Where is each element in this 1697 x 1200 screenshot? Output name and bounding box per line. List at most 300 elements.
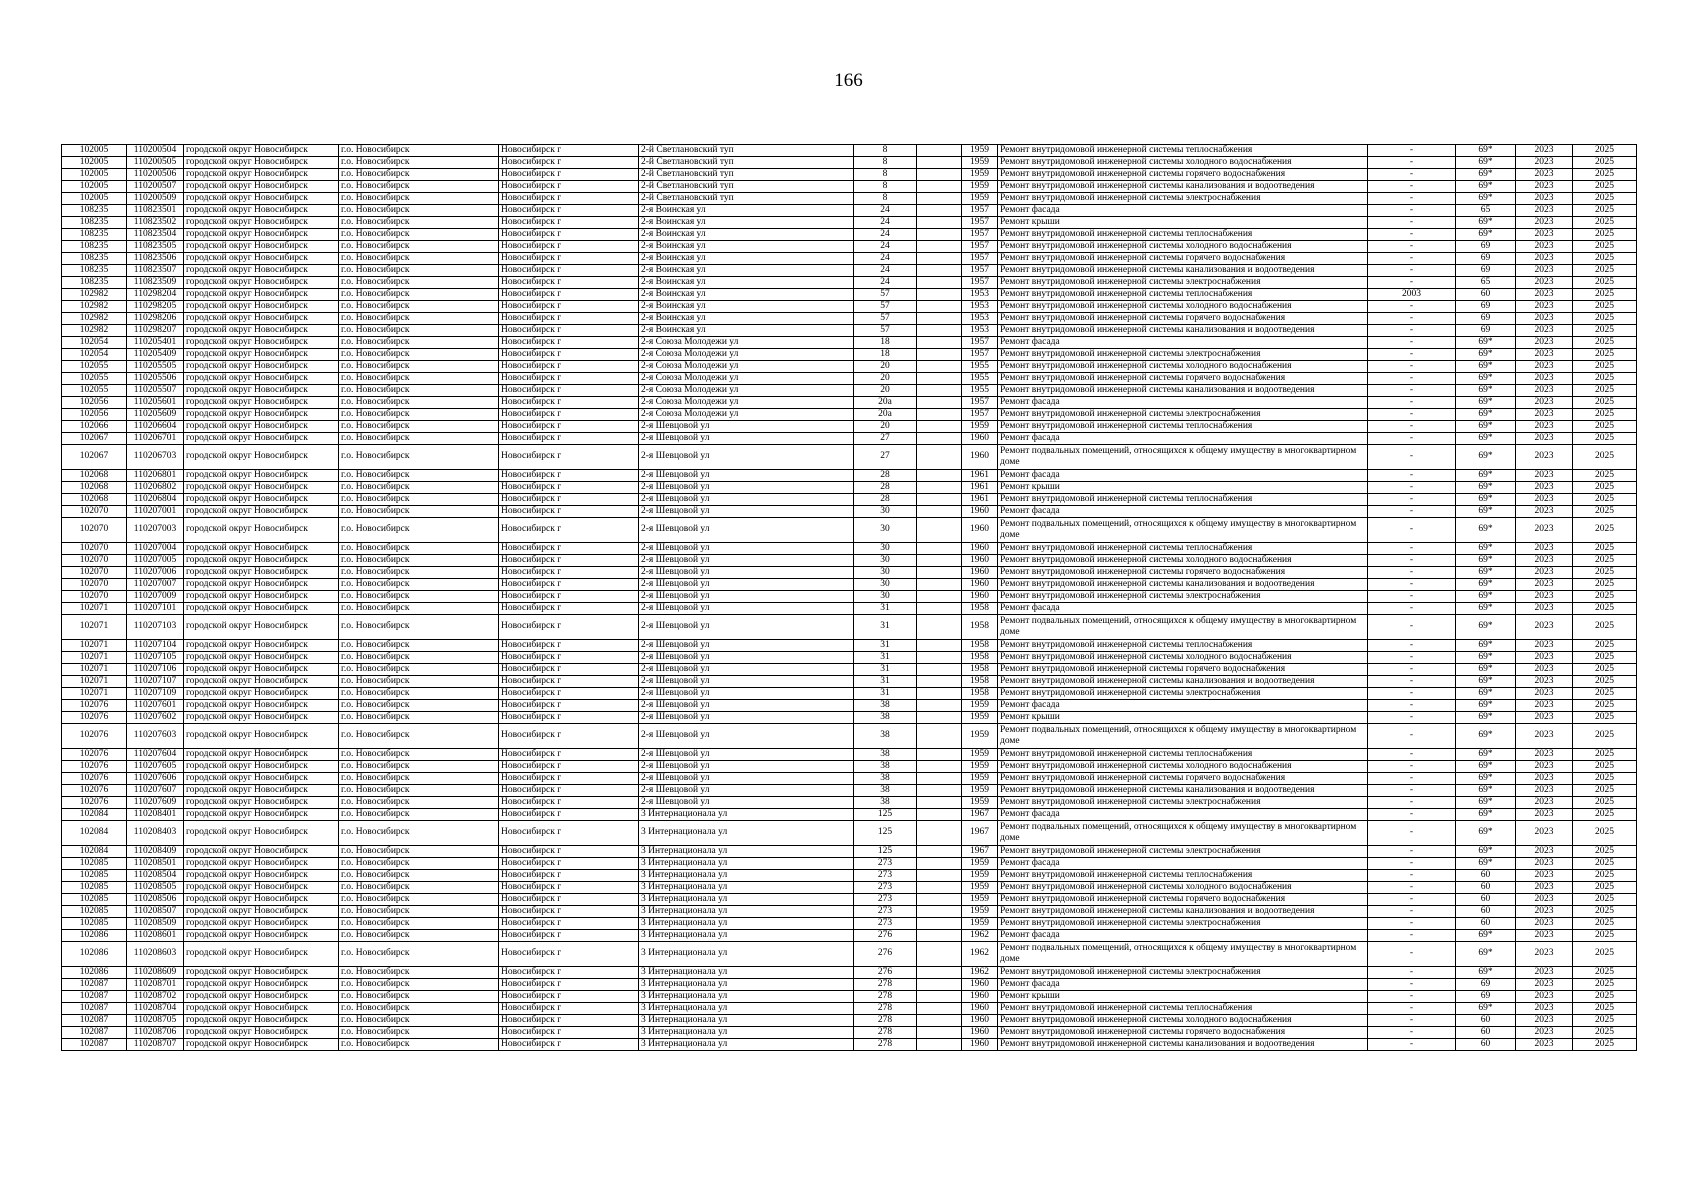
table-row bbox=[62, 979, 1637, 991]
wear-percent-cell: 69* bbox=[1456, 157, 1516, 169]
work-code-cell: 110205601 bbox=[127, 397, 184, 409]
last-repair-year-cell: - bbox=[1368, 991, 1456, 1003]
municipality-cell: г.о. Новосибирск bbox=[339, 942, 499, 967]
build-year-cell: 1959 bbox=[962, 712, 998, 724]
municipality-cell: г.о. Новосибирск bbox=[339, 157, 499, 169]
municipality-cell: г.о. Новосибирск bbox=[339, 664, 499, 676]
locality-cell: Новосибирск г bbox=[499, 518, 639, 543]
table-row bbox=[62, 397, 1637, 409]
municipality-cell: г.о. Новосибирск bbox=[339, 506, 499, 518]
house-number-cell: 31 bbox=[854, 615, 917, 640]
municipality-cell: г.о. Новосибирск bbox=[339, 894, 499, 906]
wear-percent-cell: 69* bbox=[1456, 337, 1516, 349]
building-cell bbox=[917, 373, 962, 385]
house-number-cell: 276 bbox=[854, 942, 917, 967]
street-cell: 2-я Воинская ул bbox=[639, 313, 854, 325]
municipality-cell: г.о. Новосибирск bbox=[339, 265, 499, 277]
house-number-cell: 273 bbox=[854, 918, 917, 930]
plan-end-cell: 2025 bbox=[1573, 942, 1637, 967]
last-repair-year-cell: - bbox=[1368, 906, 1456, 918]
locality-cell: Новосибирск г bbox=[499, 325, 639, 337]
plan-end-cell: 2025 bbox=[1573, 858, 1637, 870]
work-code-cell: 110823507 bbox=[127, 265, 184, 277]
table-row bbox=[62, 555, 1637, 567]
street-cell: 3 Интернационала ул bbox=[639, 1027, 854, 1039]
municipal-district-cell: городской округ Новосибирск bbox=[184, 724, 339, 749]
house-number-cell: 24 bbox=[854, 217, 917, 229]
house-id-cell: 102067 bbox=[62, 445, 127, 470]
work-type-cell: Ремонт крыши bbox=[998, 712, 1368, 724]
municipal-district-cell: городской округ Новосибирск bbox=[184, 967, 339, 979]
build-year-cell: 1960 bbox=[962, 1015, 998, 1027]
table-row bbox=[62, 181, 1637, 193]
plan-start-cell: 2023 bbox=[1516, 373, 1573, 385]
work-type-cell: Ремонт крыши bbox=[998, 991, 1368, 1003]
plan-start-cell: 2023 bbox=[1516, 761, 1573, 773]
wear-percent-cell: 69* bbox=[1456, 506, 1516, 518]
house-number-cell: 8 bbox=[854, 157, 917, 169]
house-id-cell: 108235 bbox=[62, 253, 127, 265]
municipal-district-cell: городской округ Новосибирск bbox=[184, 205, 339, 217]
last-repair-year-cell: - bbox=[1368, 397, 1456, 409]
house-number-cell: 31 bbox=[854, 664, 917, 676]
house-id-cell: 102076 bbox=[62, 700, 127, 712]
building-cell bbox=[917, 567, 962, 579]
building-cell bbox=[917, 809, 962, 821]
work-type-cell: Ремонт внутридомовой инженерной системы электроснабжения bbox=[998, 409, 1368, 421]
house-number-cell: 38 bbox=[854, 724, 917, 749]
build-year-cell: 1962 bbox=[962, 930, 998, 942]
locality-cell: Новосибирск г bbox=[499, 603, 639, 615]
last-repair-year-cell: - bbox=[1368, 193, 1456, 205]
building-cell bbox=[917, 603, 962, 615]
wear-percent-cell: 65 bbox=[1456, 277, 1516, 289]
build-year-cell: 1959 bbox=[962, 882, 998, 894]
last-repair-year-cell: - bbox=[1368, 217, 1456, 229]
table-row bbox=[62, 253, 1637, 265]
last-repair-year-cell: - bbox=[1368, 445, 1456, 470]
wear-percent-cell: 69* bbox=[1456, 846, 1516, 858]
last-repair-year-cell: - bbox=[1368, 494, 1456, 506]
house-id-cell: 102068 bbox=[62, 482, 127, 494]
building-cell bbox=[917, 494, 962, 506]
house-number-cell: 273 bbox=[854, 870, 917, 882]
locality-cell: Новосибирск г bbox=[499, 882, 639, 894]
street-cell: 2-я Шевцовой ул bbox=[639, 603, 854, 615]
municipal-district-cell: городской округ Новосибирск bbox=[184, 1027, 339, 1039]
locality-cell: Новосибирск г bbox=[499, 313, 639, 325]
house-id-cell: 102982 bbox=[62, 325, 127, 337]
work-type-cell: Ремонт внутридомовой инженерной системы теплоснабжения bbox=[998, 1003, 1368, 1015]
locality-cell: Новосибирск г bbox=[499, 688, 639, 700]
locality-cell: Новосибирск г bbox=[499, 615, 639, 640]
house-id-cell: 102056 bbox=[62, 397, 127, 409]
work-type-cell: Ремонт внутридомовой инженерной системы горячего водоснабжения bbox=[998, 373, 1368, 385]
plan-start-cell: 2023 bbox=[1516, 676, 1573, 688]
last-repair-year-cell: - bbox=[1368, 349, 1456, 361]
locality-cell: Новосибирск г bbox=[499, 773, 639, 785]
table-row bbox=[62, 313, 1637, 325]
wear-percent-cell: 69* bbox=[1456, 749, 1516, 761]
house-number-cell: 8 bbox=[854, 145, 917, 157]
work-type-cell: Ремонт фасада bbox=[998, 979, 1368, 991]
work-code-cell: 110205507 bbox=[127, 385, 184, 397]
table-row bbox=[62, 809, 1637, 821]
locality-cell: Новосибирск г bbox=[499, 385, 639, 397]
work-code-cell: 110207107 bbox=[127, 676, 184, 688]
street-cell: 2-я Союза Молодежи ул bbox=[639, 409, 854, 421]
building-cell bbox=[917, 640, 962, 652]
municipal-district-cell: городской округ Новосибирск bbox=[184, 506, 339, 518]
work-type-cell: Ремонт внутридомовой инженерной системы теплоснабжения bbox=[998, 870, 1368, 882]
house-id-cell: 102087 bbox=[62, 1015, 127, 1027]
table-row bbox=[62, 615, 1637, 640]
house-id-cell: 102076 bbox=[62, 773, 127, 785]
last-repair-year-cell: - bbox=[1368, 724, 1456, 749]
building-cell bbox=[917, 906, 962, 918]
wear-percent-cell: 69* bbox=[1456, 724, 1516, 749]
wear-percent-cell: 69* bbox=[1456, 217, 1516, 229]
work-code-cell: 110207001 bbox=[127, 506, 184, 518]
wear-percent-cell: 69* bbox=[1456, 169, 1516, 181]
municipality-cell: г.о. Новосибирск bbox=[339, 373, 499, 385]
build-year-cell: 1959 bbox=[962, 773, 998, 785]
last-repair-year-cell: - bbox=[1368, 846, 1456, 858]
wear-percent-cell: 69* bbox=[1456, 676, 1516, 688]
municipal-district-cell: городской округ Новосибирск bbox=[184, 157, 339, 169]
building-cell bbox=[917, 217, 962, 229]
plan-start-cell: 2023 bbox=[1516, 1015, 1573, 1027]
build-year-cell: 1960 bbox=[962, 543, 998, 555]
house-number-cell: 278 bbox=[854, 1003, 917, 1015]
wear-percent-cell: 69* bbox=[1456, 942, 1516, 967]
municipality-cell: г.о. Новосибирск bbox=[339, 906, 499, 918]
street-cell: 2-я Шевцовой ул bbox=[639, 470, 854, 482]
table-row bbox=[62, 494, 1637, 506]
build-year-cell: 1959 bbox=[962, 785, 998, 797]
locality-cell: Новосибирск г bbox=[499, 1039, 639, 1051]
work-type-cell: Ремонт внутридомовой инженерной системы канализования и водоотведения bbox=[998, 579, 1368, 591]
house-number-cell: 38 bbox=[854, 761, 917, 773]
municipal-district-cell: городской округ Новосибирск bbox=[184, 337, 339, 349]
municipality-cell: г.о. Новосибирск bbox=[339, 241, 499, 253]
build-year-cell: 1959 bbox=[962, 797, 998, 809]
last-repair-year-cell: - bbox=[1368, 157, 1456, 169]
work-code-cell: 110823505 bbox=[127, 241, 184, 253]
wear-percent-cell: 69* bbox=[1456, 518, 1516, 543]
table-row bbox=[62, 882, 1637, 894]
municipal-district-cell: городской округ Новосибирск bbox=[184, 712, 339, 724]
wear-percent-cell: 60 bbox=[1456, 870, 1516, 882]
wear-percent-cell: 69* bbox=[1456, 591, 1516, 603]
last-repair-year-cell: - bbox=[1368, 421, 1456, 433]
table-row bbox=[62, 543, 1637, 555]
house-number-cell: 278 bbox=[854, 1039, 917, 1051]
house-id-cell: 102087 bbox=[62, 1003, 127, 1015]
last-repair-year-cell: - bbox=[1368, 749, 1456, 761]
table-row bbox=[62, 821, 1637, 846]
plan-end-cell: 2025 bbox=[1573, 809, 1637, 821]
work-type-cell: Ремонт фасада bbox=[998, 205, 1368, 217]
work-type-cell: Ремонт фасада bbox=[998, 397, 1368, 409]
table-row bbox=[62, 930, 1637, 942]
plan-start-cell: 2023 bbox=[1516, 773, 1573, 785]
work-code-cell: 110298206 bbox=[127, 313, 184, 325]
street-cell: 2-я Шевцовой ул bbox=[639, 591, 854, 603]
work-type-cell: Ремонт внутридомовой инженерной системы электроснабжения bbox=[998, 193, 1368, 205]
plan-start-cell: 2023 bbox=[1516, 265, 1573, 277]
plan-end-cell: 2025 bbox=[1573, 1027, 1637, 1039]
plan-end-cell: 2025 bbox=[1573, 277, 1637, 289]
last-repair-year-cell: - bbox=[1368, 409, 1456, 421]
house-id-cell: 102005 bbox=[62, 193, 127, 205]
last-repair-year-cell: - bbox=[1368, 773, 1456, 785]
build-year-cell: 1960 bbox=[962, 979, 998, 991]
wear-percent-cell: 69* bbox=[1456, 967, 1516, 979]
plan-start-cell: 2023 bbox=[1516, 506, 1573, 518]
street-cell: 2-я Шевцовой ул bbox=[639, 652, 854, 664]
plan-end-cell: 2025 bbox=[1573, 361, 1637, 373]
house-id-cell: 102087 bbox=[62, 991, 127, 1003]
work-code-cell: 110298205 bbox=[127, 301, 184, 313]
last-repair-year-cell: - bbox=[1368, 277, 1456, 289]
work-code-cell: 110208505 bbox=[127, 882, 184, 894]
plan-start-cell: 2023 bbox=[1516, 397, 1573, 409]
locality-cell: Новосибирск г bbox=[499, 930, 639, 942]
building-cell bbox=[917, 421, 962, 433]
locality-cell: Новосибирск г bbox=[499, 470, 639, 482]
work-code-cell: 110208707 bbox=[127, 1039, 184, 1051]
table-row bbox=[62, 712, 1637, 724]
municipality-cell: г.о. Новосибирск bbox=[339, 169, 499, 181]
municipal-district-cell: городской округ Новосибирск bbox=[184, 773, 339, 785]
wear-percent-cell: 69* bbox=[1456, 397, 1516, 409]
plan-start-cell: 2023 bbox=[1516, 749, 1573, 761]
wear-percent-cell: 69* bbox=[1456, 1003, 1516, 1015]
wear-percent-cell: 69* bbox=[1456, 603, 1516, 615]
house-id-cell: 102085 bbox=[62, 882, 127, 894]
work-type-cell: Ремонт фасада bbox=[998, 700, 1368, 712]
table-row bbox=[62, 591, 1637, 603]
municipality-cell: г.о. Новосибирск bbox=[339, 1003, 499, 1015]
house-id-cell: 108235 bbox=[62, 205, 127, 217]
wear-percent-cell: 60 bbox=[1456, 918, 1516, 930]
house-id-cell: 102071 bbox=[62, 640, 127, 652]
house-number-cell: 20а bbox=[854, 397, 917, 409]
build-year-cell: 1958 bbox=[962, 664, 998, 676]
last-repair-year-cell: - bbox=[1368, 181, 1456, 193]
municipality-cell: г.о. Новосибирск bbox=[339, 205, 499, 217]
plan-end-cell: 2025 bbox=[1573, 494, 1637, 506]
last-repair-year-cell: - bbox=[1368, 241, 1456, 253]
last-repair-year-cell: - bbox=[1368, 253, 1456, 265]
municipal-district-cell: городской округ Новосибирск bbox=[184, 858, 339, 870]
house-id-cell: 102070 bbox=[62, 518, 127, 543]
work-type-cell: Ремонт внутридомовой инженерной системы электроснабжения bbox=[998, 846, 1368, 858]
table-row bbox=[62, 433, 1637, 445]
plan-end-cell: 2025 bbox=[1573, 1015, 1637, 1027]
plan-start-cell: 2023 bbox=[1516, 882, 1573, 894]
building-cell bbox=[917, 785, 962, 797]
work-type-cell: Ремонт внутридомовой инженерной системы горячего водоснабжения bbox=[998, 313, 1368, 325]
municipal-district-cell: городской округ Новосибирск bbox=[184, 821, 339, 846]
work-code-cell: 110205409 bbox=[127, 349, 184, 361]
locality-cell: Новосибирск г bbox=[499, 967, 639, 979]
municipality-cell: г.о. Новосибирск bbox=[339, 289, 499, 301]
house-number-cell: 20а bbox=[854, 409, 917, 421]
municipal-district-cell: городской округ Новосибирск bbox=[184, 169, 339, 181]
work-type-cell: Ремонт внутридомовой инженерной системы теплоснабжения bbox=[998, 494, 1368, 506]
build-year-cell: 1957 bbox=[962, 409, 998, 421]
plan-start-cell: 2023 bbox=[1516, 229, 1573, 241]
wear-percent-cell: 65 bbox=[1456, 205, 1516, 217]
municipality-cell: г.о. Новосибирск bbox=[339, 700, 499, 712]
house-id-cell: 102076 bbox=[62, 797, 127, 809]
house-id-cell: 102982 bbox=[62, 289, 127, 301]
build-year-cell: 1957 bbox=[962, 277, 998, 289]
municipality-cell: г.о. Новосибирск bbox=[339, 217, 499, 229]
table-row bbox=[62, 664, 1637, 676]
house-number-cell: 27 bbox=[854, 433, 917, 445]
table-row bbox=[62, 157, 1637, 169]
street-cell: 2-й Светлановский туп bbox=[639, 145, 854, 157]
street-cell: 3 Интернационала ул bbox=[639, 906, 854, 918]
municipal-district-cell: городской округ Новосибирск bbox=[184, 277, 339, 289]
plan-start-cell: 2023 bbox=[1516, 253, 1573, 265]
plan-end-cell: 2025 bbox=[1573, 615, 1637, 640]
municipal-district-cell: городской округ Новосибирск bbox=[184, 325, 339, 337]
street-cell: 2-я Воинская ул bbox=[639, 265, 854, 277]
municipal-district-cell: городской округ Новосибирск bbox=[184, 882, 339, 894]
house-number-cell: 278 bbox=[854, 1015, 917, 1027]
table-row bbox=[62, 749, 1637, 761]
last-repair-year-cell: - bbox=[1368, 821, 1456, 846]
table-row bbox=[62, 579, 1637, 591]
municipal-district-cell: городской округ Новосибирск bbox=[184, 761, 339, 773]
table-row bbox=[62, 445, 1637, 470]
table-row bbox=[62, 482, 1637, 494]
plan-start-cell: 2023 bbox=[1516, 664, 1573, 676]
municipal-district-cell: городской округ Новосибирск bbox=[184, 906, 339, 918]
municipality-cell: г.о. Новосибирск bbox=[339, 640, 499, 652]
last-repair-year-cell: - bbox=[1368, 603, 1456, 615]
wear-percent-cell: 69* bbox=[1456, 482, 1516, 494]
work-code-cell: 110207006 bbox=[127, 567, 184, 579]
wear-percent-cell: 69* bbox=[1456, 761, 1516, 773]
locality-cell: Новосибирск г bbox=[499, 1003, 639, 1015]
street-cell: 2-я Шевцовой ул bbox=[639, 724, 854, 749]
house-id-cell: 102055 bbox=[62, 385, 127, 397]
locality-cell: Новосибирск г bbox=[499, 494, 639, 506]
last-repair-year-cell: - bbox=[1368, 1003, 1456, 1015]
house-id-cell: 102005 bbox=[62, 181, 127, 193]
municipality-cell: г.о. Новосибирск bbox=[339, 325, 499, 337]
house-number-cell: 31 bbox=[854, 603, 917, 615]
municipal-district-cell: городской округ Новосибирск bbox=[184, 421, 339, 433]
wear-percent-cell: 60 bbox=[1456, 1039, 1516, 1051]
building-cell bbox=[917, 591, 962, 603]
locality-cell: Новосибирск г bbox=[499, 409, 639, 421]
plan-start-cell: 2023 bbox=[1516, 277, 1573, 289]
locality-cell: Новосибирск г bbox=[499, 193, 639, 205]
wear-percent-cell: 69* bbox=[1456, 193, 1516, 205]
plan-end-cell: 2025 bbox=[1573, 870, 1637, 882]
plan-start-cell: 2023 bbox=[1516, 385, 1573, 397]
plan-start-cell: 2023 bbox=[1516, 205, 1573, 217]
building-cell bbox=[917, 337, 962, 349]
municipality-cell: г.о. Новосибирск bbox=[339, 846, 499, 858]
last-repair-year-cell: - bbox=[1368, 894, 1456, 906]
build-year-cell: 1962 bbox=[962, 942, 998, 967]
house-number-cell: 27 bbox=[854, 445, 917, 470]
house-id-cell: 102071 bbox=[62, 603, 127, 615]
municipality-cell: г.о. Новосибирск bbox=[339, 567, 499, 579]
wear-percent-cell: 69* bbox=[1456, 858, 1516, 870]
build-year-cell: 1958 bbox=[962, 603, 998, 615]
table-row bbox=[62, 385, 1637, 397]
building-cell bbox=[917, 409, 962, 421]
build-year-cell: 1959 bbox=[962, 918, 998, 930]
plan-start-cell: 2023 bbox=[1516, 567, 1573, 579]
plan-end-cell: 2025 bbox=[1573, 169, 1637, 181]
build-year-cell: 1955 bbox=[962, 373, 998, 385]
wear-percent-cell: 60 bbox=[1456, 906, 1516, 918]
work-code-cell: 110207602 bbox=[127, 712, 184, 724]
house-number-cell: 20 bbox=[854, 385, 917, 397]
work-type-cell: Ремонт внутридомовой инженерной системы теплоснабжения bbox=[998, 145, 1368, 157]
locality-cell: Новосибирск г bbox=[499, 785, 639, 797]
build-year-cell: 1953 bbox=[962, 313, 998, 325]
plan-start-cell: 2023 bbox=[1516, 301, 1573, 313]
municipality-cell: г.о. Новосибирск bbox=[339, 145, 499, 157]
municipality-cell: г.о. Новосибирск bbox=[339, 858, 499, 870]
plan-start-cell: 2023 bbox=[1516, 145, 1573, 157]
build-year-cell: 1955 bbox=[962, 385, 998, 397]
last-repair-year-cell: - bbox=[1368, 761, 1456, 773]
plan-end-cell: 2025 bbox=[1573, 349, 1637, 361]
locality-cell: Новосибирск г bbox=[499, 1015, 639, 1027]
build-year-cell: 1958 bbox=[962, 640, 998, 652]
municipal-district-cell: городской округ Новосибирск bbox=[184, 930, 339, 942]
building-cell bbox=[917, 991, 962, 1003]
work-type-cell: Ремонт внутридомовой инженерной системы горячего водоснабжения bbox=[998, 894, 1368, 906]
house-number-cell: 125 bbox=[854, 821, 917, 846]
last-repair-year-cell: - bbox=[1368, 506, 1456, 518]
wear-percent-cell: 69* bbox=[1456, 555, 1516, 567]
table-row bbox=[62, 1003, 1637, 1015]
plan-start-cell: 2023 bbox=[1516, 1003, 1573, 1015]
plan-start-cell: 2023 bbox=[1516, 967, 1573, 979]
work-code-cell: 110208706 bbox=[127, 1027, 184, 1039]
plan-end-cell: 2025 bbox=[1573, 482, 1637, 494]
work-code-cell: 110208504 bbox=[127, 870, 184, 882]
locality-cell: Новосибирск г bbox=[499, 821, 639, 846]
plan-start-cell: 2023 bbox=[1516, 640, 1573, 652]
last-repair-year-cell: - bbox=[1368, 229, 1456, 241]
house-number-cell: 20 bbox=[854, 421, 917, 433]
municipal-district-cell: городской округ Новосибирск bbox=[184, 385, 339, 397]
municipal-district-cell: городской округ Новосибирск bbox=[184, 193, 339, 205]
wear-percent-cell: 69 bbox=[1456, 313, 1516, 325]
locality-cell: Новосибирск г bbox=[499, 712, 639, 724]
building-cell bbox=[917, 942, 962, 967]
house-number-cell: 18 bbox=[854, 349, 917, 361]
plan-start-cell: 2023 bbox=[1516, 579, 1573, 591]
municipality-cell: г.о. Новосибирск bbox=[339, 555, 499, 567]
last-repair-year-cell: - bbox=[1368, 664, 1456, 676]
house-id-cell: 102071 bbox=[62, 676, 127, 688]
plan-end-cell: 2025 bbox=[1573, 724, 1637, 749]
